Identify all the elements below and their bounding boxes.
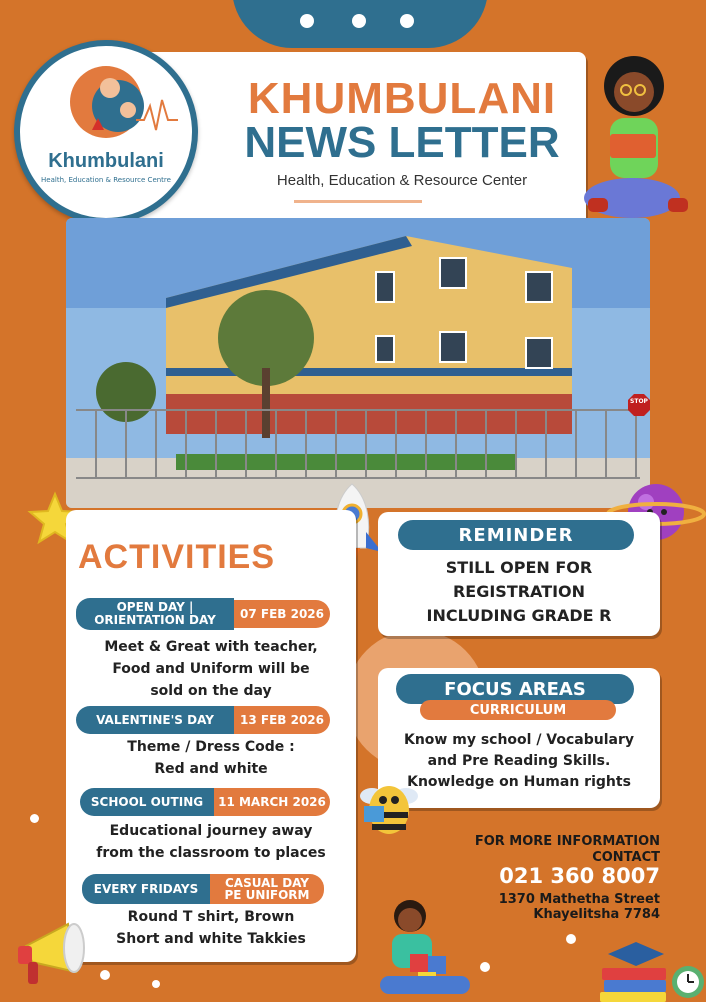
activity-name-pill: EVERY FRIDAYS: [82, 874, 210, 904]
activity-desc-line: Round T shirt, Brown: [127, 909, 295, 925]
newsletter-title-line2: NEWS LETTER: [244, 118, 560, 167]
activity-date-line2: PE UNIFORM: [224, 888, 310, 902]
contact-heading: [440, 834, 660, 866]
decor-dot: [400, 14, 414, 28]
contact-phone[interactable]: 021 360 8007: [499, 864, 660, 888]
contact-line2: CONTACT: [592, 850, 660, 865]
activity-description: [66, 906, 356, 950]
school-building-photo: [66, 218, 650, 508]
focus-line: Know my school / Vocabulary: [403, 732, 635, 748]
decor-dot: [152, 980, 160, 988]
address-line2: Khayelitsha 7784: [533, 907, 660, 922]
activity-desc-line: Short and white Takkies: [116, 931, 306, 947]
reminder-card: [378, 512, 660, 636]
title-underline: [294, 200, 422, 203]
activity-description: [66, 736, 356, 780]
reminder-line: INCLUDING GRADE R: [426, 606, 612, 625]
activity-desc-line: Red and white: [154, 761, 268, 777]
mother-child-logo-icon: [62, 60, 182, 148]
activity-date-pill: 11 MARCH 2026: [214, 788, 330, 816]
logo-badge: [14, 40, 198, 224]
activity-date-pill: [210, 874, 324, 904]
activity-name-pill: VALENTINE'S DAY: [76, 706, 234, 734]
decor-dot: [566, 934, 576, 944]
activity-desc-line: Food and Uniform will be: [112, 661, 310, 677]
decor-dot: [100, 970, 110, 980]
newsletter-title-line1: KHUMBULANI: [247, 74, 557, 123]
school-building-illustration: [66, 218, 650, 508]
reminder-text: [378, 556, 660, 628]
logo-name: Khumbulani: [48, 150, 164, 172]
focus-line: and Pre Reading Skills.: [427, 753, 611, 769]
reminder-line: STILL OPEN FOR: [445, 558, 593, 577]
bee-icon: [356, 770, 422, 842]
activity-name-line1: OPEN DAY |: [116, 600, 194, 614]
focus-line: Knowledge on Human rights: [407, 774, 631, 790]
reading-girl-illustration: [580, 48, 692, 224]
address-line1: 1370 Mathetha Street: [498, 892, 660, 907]
header-card: [136, 52, 586, 226]
newsletter-subtitle: Health, Education & Resource Center: [276, 172, 528, 189]
boy-with-blocks-illustration: [370, 896, 480, 1002]
activity-description: [66, 820, 356, 864]
activities-card: [66, 510, 356, 962]
decor-dot: [30, 814, 39, 823]
activity-name-pill: SCHOOL OUTING: [80, 788, 214, 816]
reminder-line: REGISTRATION: [452, 582, 586, 601]
activity-desc-line: Theme / Dress Code :: [127, 739, 295, 755]
activity-date-pill: 13 FEB 2026: [234, 706, 330, 734]
focus-areas-subtitle: CURRICULUM: [420, 700, 616, 720]
megaphone-icon: [12, 916, 96, 996]
activity-date-line1: CASUAL DAY: [224, 876, 309, 890]
activity-name-pill: [76, 598, 234, 630]
activities-title: ACTIVITIES: [78, 538, 276, 576]
decor-dot: [300, 14, 314, 28]
activity-desc-line: Educational journey away: [109, 823, 313, 839]
activity-description: [66, 636, 356, 702]
books-and-clock-illustration: [596, 938, 706, 1002]
activity-date-pill: 07 FEB 2026: [234, 600, 330, 628]
reminder-title: REMINDER: [398, 520, 634, 550]
activity-desc-line: sold on the day: [150, 683, 272, 699]
activity-name-line2: ORIENTATION DAY: [94, 613, 216, 627]
contact-line1: FOR MORE INFORMATION: [474, 834, 660, 849]
decor-dot: [480, 962, 490, 972]
decor-dot: [352, 14, 366, 28]
stop-sign-text: STOP: [630, 398, 648, 405]
activity-desc-line: Meet & Great with teacher,: [104, 639, 318, 655]
focus-areas-title: FOCUS AREAS: [396, 674, 634, 704]
activity-desc-line: from the classroom to places: [96, 845, 326, 861]
logo-tagline: Health, Education & Resource Centre: [41, 176, 171, 184]
